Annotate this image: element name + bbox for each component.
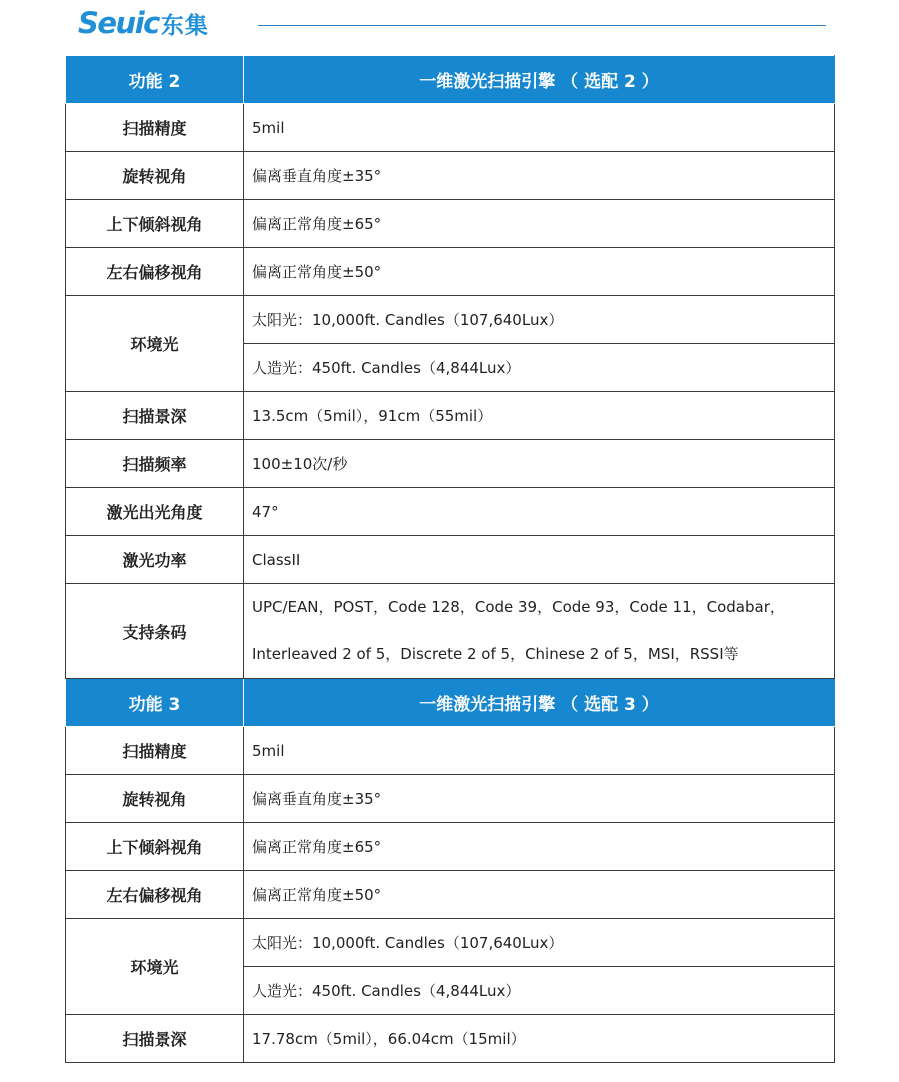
table-row — [66, 871, 835, 919]
row-value — [244, 584, 835, 679]
table-row — [66, 536, 835, 584]
table-row — [66, 200, 835, 248]
row-label: 激光功率 — [66, 536, 244, 584]
row-label: 激光出光角度 — [66, 488, 244, 536]
row-label: 上下倾斜视角 — [66, 823, 244, 871]
row-label: 左右偏移视角 — [66, 871, 244, 919]
section-title: 一维激光扫描引擎 （ 选配 2 ） — [244, 56, 835, 104]
logo-text-cn: 东集 — [160, 12, 209, 39]
page-header — [0, 0, 899, 50]
row-value: 偏离正常角度±65° — [244, 200, 835, 248]
row-label: 扫描精度 — [66, 104, 244, 152]
table-row — [66, 919, 835, 967]
row-value: 人造光：450ft. Candles（4,844Lux） — [244, 344, 835, 392]
row-label: 上下倾斜视角 — [66, 200, 244, 248]
feature-label: 功能 3 — [66, 679, 244, 727]
row-value: 5mil — [244, 727, 835, 775]
barcode-line-2: Interleaved 2 of 5，Discrete 2 of 5，Chinese 2 of 5，MSI，RSSI等 — [252, 645, 739, 663]
spec-table — [65, 55, 835, 1063]
row-label: 环境光 — [66, 296, 244, 392]
row-value: 偏离正常角度±50° — [244, 248, 835, 296]
table-row — [66, 152, 835, 200]
row-value: 17.78cm（5mil），66.04cm（15mil） — [244, 1015, 835, 1063]
logo-text-en: Seuic — [78, 6, 159, 40]
row-label: 扫描频率 — [66, 440, 244, 488]
section-header-3 — [66, 679, 835, 727]
row-value: 100±10次/秒 — [244, 440, 835, 488]
row-label: 扫描精度 — [66, 727, 244, 775]
row-value: 13.5cm（5mil），91cm（55mil） — [244, 392, 835, 440]
feature-label: 功能 2 — [66, 56, 244, 104]
table-row — [66, 584, 835, 679]
table-row — [66, 440, 835, 488]
row-value: 太阳光：10,000ft. Candles（107,640Lux） — [244, 919, 835, 967]
row-value: 人造光：450ft. Candles（4,844Lux） — [244, 967, 835, 1015]
table-row — [66, 1015, 835, 1063]
row-label: 扫描景深 — [66, 392, 244, 440]
row-label: 扫描景深 — [66, 1015, 244, 1063]
row-value: 47° — [244, 488, 835, 536]
row-label: 支持条码 — [66, 584, 244, 679]
row-label: 环境光 — [66, 919, 244, 1015]
table-row — [66, 296, 835, 344]
row-value: 偏离正常角度±65° — [244, 823, 835, 871]
table-row — [66, 823, 835, 871]
row-value: 偏离垂直角度±35° — [244, 775, 835, 823]
section-header-2 — [66, 56, 835, 104]
seuic-logo — [78, 3, 209, 43]
table-row — [66, 392, 835, 440]
barcode-line-1: UPC/EAN，POST，Code 128，Code 39，Code 93，Code 11，Codabar， — [252, 598, 785, 616]
header-divider — [258, 25, 826, 26]
row-value: 偏离垂直角度±35° — [244, 152, 835, 200]
table-row — [66, 727, 835, 775]
table-row — [66, 488, 835, 536]
row-value: 太阳光：10,000ft. Candles（107,640Lux） — [244, 296, 835, 344]
table-row — [66, 104, 835, 152]
row-value: ClassII — [244, 536, 835, 584]
row-label: 旋转视角 — [66, 775, 244, 823]
row-value: 5mil — [244, 104, 835, 152]
row-value: 偏离正常角度±50° — [244, 871, 835, 919]
table-row — [66, 248, 835, 296]
row-label: 左右偏移视角 — [66, 248, 244, 296]
table-row — [66, 775, 835, 823]
section-title: 一维激光扫描引擎 （ 选配 3 ） — [244, 679, 835, 727]
row-label: 旋转视角 — [66, 152, 244, 200]
